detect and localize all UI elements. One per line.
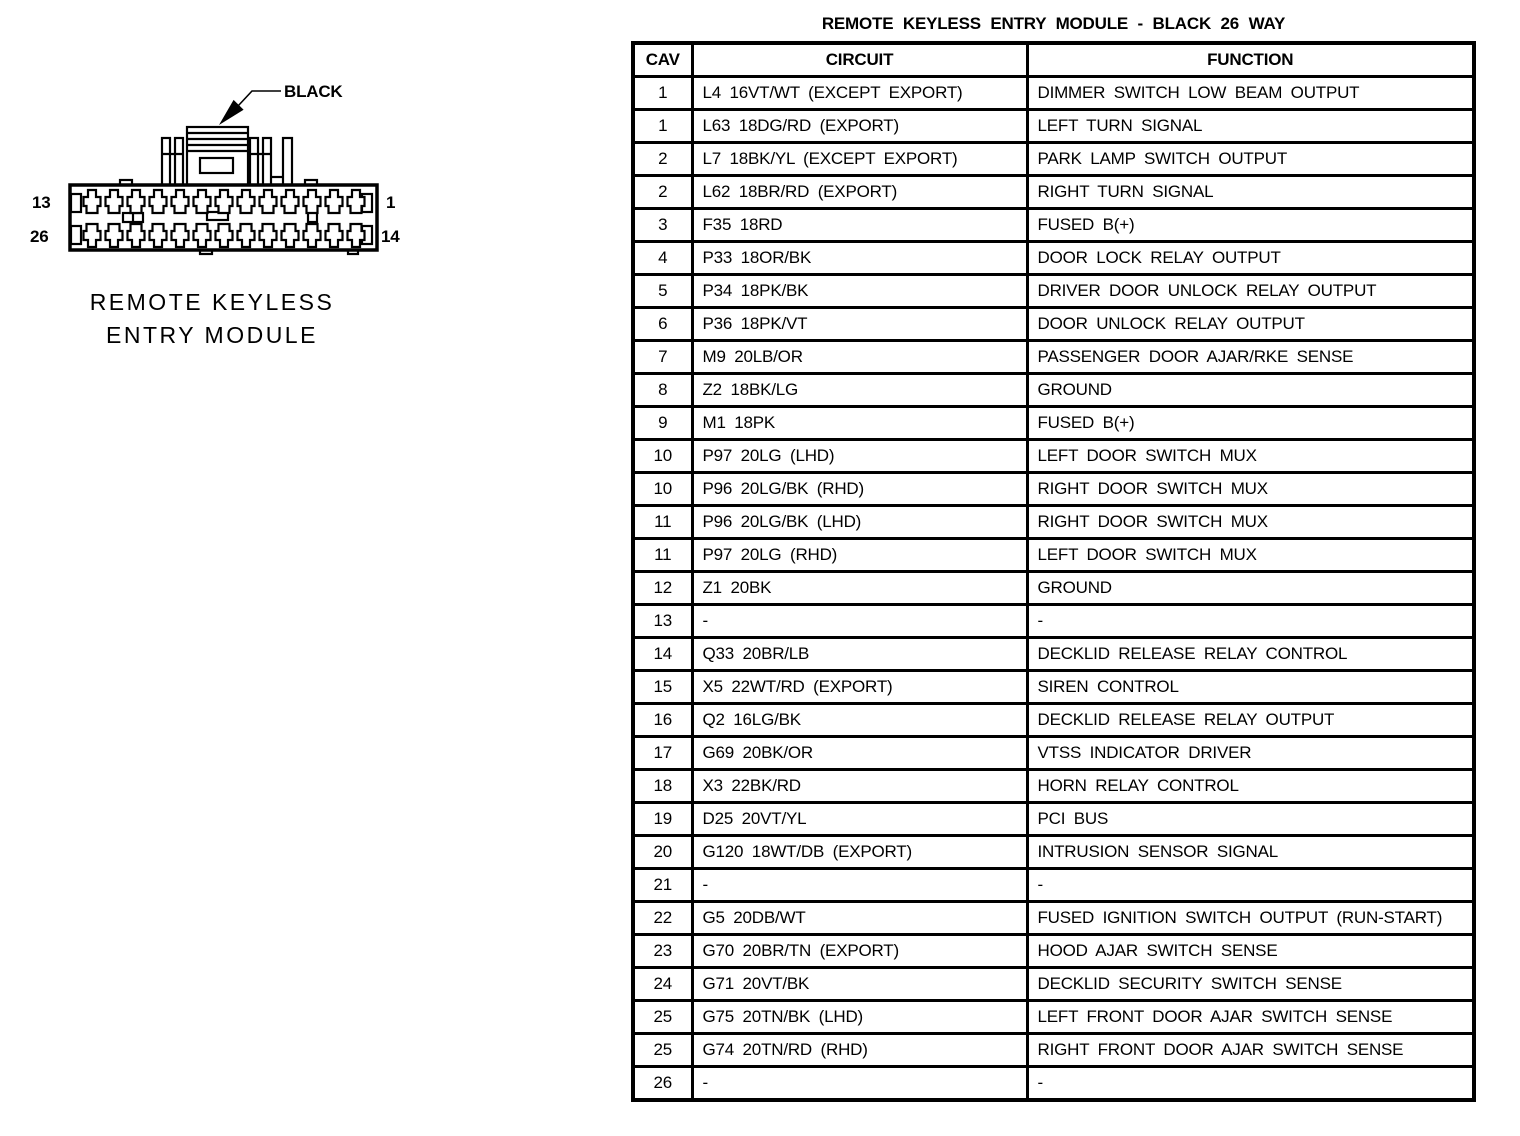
- connector-latch: [162, 127, 292, 185]
- leader-arrow: [219, 91, 281, 125]
- cell-function: RIGHT FRONT DOOR AJAR SWITCH SENSE: [1027, 1034, 1474, 1067]
- table-row: [633, 902, 1474, 935]
- pin-label-14: 14: [381, 227, 400, 246]
- cell-cav: 8: [633, 374, 692, 407]
- cell-function: -: [1027, 869, 1474, 902]
- table-row: [633, 473, 1474, 506]
- cell-function: DECKLID RELEASE RELAY OUTPUT: [1027, 704, 1474, 737]
- cell-cav: 16: [633, 704, 692, 737]
- pinout-table-body: [633, 77, 1474, 1101]
- cell-circuit: -: [692, 1067, 1027, 1101]
- table-row: [633, 935, 1474, 968]
- cell-function: RIGHT DOOR SWITCH MUX: [1027, 506, 1474, 539]
- cell-circuit: G74 20TN/RD (RHD): [692, 1034, 1027, 1067]
- table-row: [633, 110, 1474, 143]
- cell-circuit: P97 20LG (RHD): [692, 539, 1027, 572]
- table-row: [633, 869, 1474, 902]
- module-caption: [62, 286, 362, 352]
- cell-circuit: Q2 16LG/BK: [692, 704, 1027, 737]
- cell-cav: 10: [633, 440, 692, 473]
- cell-circuit: L63 18DG/RD (EXPORT): [692, 110, 1027, 143]
- cell-cav: 12: [633, 572, 692, 605]
- cell-circuit: P34 18PK/BK: [692, 275, 1027, 308]
- cell-function: HOOD AJAR SWITCH SENSE: [1027, 935, 1474, 968]
- cell-circuit: G69 20BK/OR: [692, 737, 1027, 770]
- cell-cav: 11: [633, 506, 692, 539]
- cell-circuit: -: [692, 605, 1027, 638]
- cell-cav: 19: [633, 803, 692, 836]
- table-row: [633, 968, 1474, 1001]
- cell-circuit: G5 20DB/WT: [692, 902, 1027, 935]
- cell-cav: 10: [633, 473, 692, 506]
- cell-circuit: P97 20LG (LHD): [692, 440, 1027, 473]
- table-row: [633, 506, 1474, 539]
- cell-cav: 21: [633, 869, 692, 902]
- table-row: [633, 308, 1474, 341]
- module-caption-line1: REMOTE KEYLESS: [89, 289, 335, 315]
- cell-function: DECKLID RELEASE RELAY CONTROL: [1027, 638, 1474, 671]
- cell-function: PCI BUS: [1027, 803, 1474, 836]
- table-row: [633, 1001, 1474, 1034]
- pin-label-26: 26: [30, 227, 49, 246]
- cell-cav: 1: [633, 110, 692, 143]
- table-row: [633, 836, 1474, 869]
- cell-circuit: M9 20LB/OR: [692, 341, 1027, 374]
- cell-function: GROUND: [1027, 572, 1474, 605]
- table-row: [633, 77, 1474, 110]
- table-row: [633, 539, 1474, 572]
- cell-function: PASSENGER DOOR AJAR/RKE SENSE: [1027, 341, 1474, 374]
- cell-cav: 25: [633, 1001, 692, 1034]
- connector-color-label: BLACK: [284, 82, 343, 101]
- table-row: [633, 407, 1474, 440]
- table-row: [633, 803, 1474, 836]
- table-header-row: [633, 43, 1474, 77]
- cell-cav: 25: [633, 1034, 692, 1067]
- cell-circuit: G120 18WT/DB (EXPORT): [692, 836, 1027, 869]
- table-row: [633, 770, 1474, 803]
- cell-function: FUSED B(+): [1027, 407, 1474, 440]
- cell-function: LEFT FRONT DOOR AJAR SWITCH SENSE: [1027, 1001, 1474, 1034]
- connector-diagram-panel: [0, 0, 620, 420]
- table-title: REMOTE KEYLESS ENTRY MODULE - BLACK 26 WAY: [821, 14, 1286, 33]
- cell-circuit: D25 20VT/YL: [692, 803, 1027, 836]
- table-row: [633, 242, 1474, 275]
- cell-cav: 3: [633, 209, 692, 242]
- cell-function: -: [1027, 605, 1474, 638]
- cell-circuit: X5 22WT/RD (EXPORT): [692, 671, 1027, 704]
- cell-circuit: G70 20BR/TN (EXPORT): [692, 935, 1027, 968]
- header-function: FUNCTION: [1027, 43, 1474, 77]
- cell-cav: 14: [633, 638, 692, 671]
- cell-cav: 22: [633, 902, 692, 935]
- cell-function: DECKLID SECURITY SWITCH SENSE: [1027, 968, 1474, 1001]
- cell-cav: 11: [633, 539, 692, 572]
- cell-function: SIREN CONTROL: [1027, 671, 1474, 704]
- cell-function: DOOR LOCK RELAY OUTPUT: [1027, 242, 1474, 275]
- cell-function: -: [1027, 1067, 1474, 1101]
- table-row: [633, 1034, 1474, 1067]
- cell-function: PARK LAMP SWITCH OUTPUT: [1027, 143, 1474, 176]
- pinout-table: [631, 41, 1476, 1102]
- cell-circuit: F35 18RD: [692, 209, 1027, 242]
- cell-circuit: G75 20TN/BK (LHD): [692, 1001, 1027, 1034]
- cell-function: LEFT TURN SIGNAL: [1027, 110, 1474, 143]
- cell-cav: 26: [633, 1067, 692, 1101]
- header-cav: CAV: [633, 43, 692, 77]
- cell-cav: 6: [633, 308, 692, 341]
- table-row: [633, 374, 1474, 407]
- table-row: [633, 209, 1474, 242]
- cell-function: DOOR UNLOCK RELAY OUTPUT: [1027, 308, 1474, 341]
- table-row: [633, 638, 1474, 671]
- table-row: [633, 605, 1474, 638]
- cell-circuit: Q33 20BR/LB: [692, 638, 1027, 671]
- cell-circuit: P96 20LG/BK (RHD): [692, 473, 1027, 506]
- cell-function: RIGHT DOOR SWITCH MUX: [1027, 473, 1474, 506]
- cell-circuit: X3 22BK/RD: [692, 770, 1027, 803]
- table-row: [633, 143, 1474, 176]
- cell-circuit: P96 20LG/BK (LHD): [692, 506, 1027, 539]
- cell-cav: 17: [633, 737, 692, 770]
- cell-circuit: Z1 20BK: [692, 572, 1027, 605]
- table-row: [633, 572, 1474, 605]
- cell-cav: 5: [633, 275, 692, 308]
- cell-circuit: L4 16VT/WT (EXCEPT EXPORT): [692, 77, 1027, 110]
- cell-cav: 2: [633, 176, 692, 209]
- cell-function: RIGHT TURN SIGNAL: [1027, 176, 1474, 209]
- cell-cav: 1: [633, 77, 692, 110]
- table-row: [633, 440, 1474, 473]
- cell-circuit: M1 18PK: [692, 407, 1027, 440]
- cell-function: DRIVER DOOR UNLOCK RELAY OUTPUT: [1027, 275, 1474, 308]
- cell-function: LEFT DOOR SWITCH MUX: [1027, 539, 1474, 572]
- cell-circuit: G71 20VT/BK: [692, 968, 1027, 1001]
- cell-cav: 24: [633, 968, 692, 1001]
- table-row: [633, 341, 1474, 374]
- cell-function: INTRUSION SENSOR SIGNAL: [1027, 836, 1474, 869]
- module-caption-line2: ENTRY MODULE: [106, 322, 318, 348]
- cell-function: GROUND: [1027, 374, 1474, 407]
- cell-function: LEFT DOOR SWITCH MUX: [1027, 440, 1474, 473]
- cell-cav: 13: [633, 605, 692, 638]
- pin-label-13: 13: [32, 193, 51, 212]
- table-row: [633, 671, 1474, 704]
- cell-function: DIMMER SWITCH LOW BEAM OUTPUT: [1027, 77, 1474, 110]
- cell-function: VTSS INDICATOR DRIVER: [1027, 737, 1474, 770]
- cell-function: HORN RELAY CONTROL: [1027, 770, 1474, 803]
- cell-cav: 4: [633, 242, 692, 275]
- table-row: [633, 704, 1474, 737]
- cell-cav: 9: [633, 407, 692, 440]
- cell-cav: 2: [633, 143, 692, 176]
- cell-circuit: Z2 18BK/LG: [692, 374, 1027, 407]
- cell-cav: 7: [633, 341, 692, 374]
- pinout-table-panel: [631, 14, 1491, 1102]
- table-row: [633, 275, 1474, 308]
- table-row: [633, 737, 1474, 770]
- cell-circuit: P36 18PK/VT: [692, 308, 1027, 341]
- pin-label-1: 1: [386, 193, 396, 212]
- cell-cav: 18: [633, 770, 692, 803]
- cell-cav: 20: [633, 836, 692, 869]
- cell-function: FUSED B(+): [1027, 209, 1474, 242]
- cell-function: FUSED IGNITION SWITCH OUTPUT (RUN-START): [1027, 902, 1474, 935]
- cell-circuit: L7 18BK/YL (EXCEPT EXPORT): [692, 143, 1027, 176]
- cell-circuit: -: [692, 869, 1027, 902]
- cell-circuit: P33 18OR/BK: [692, 242, 1027, 275]
- header-circuit: CIRCUIT: [692, 43, 1027, 77]
- table-row: [633, 1067, 1474, 1101]
- cell-circuit: L62 18BR/RD (EXPORT): [692, 176, 1027, 209]
- cell-cav: 23: [633, 935, 692, 968]
- table-row: [633, 176, 1474, 209]
- cell-cav: 15: [633, 671, 692, 704]
